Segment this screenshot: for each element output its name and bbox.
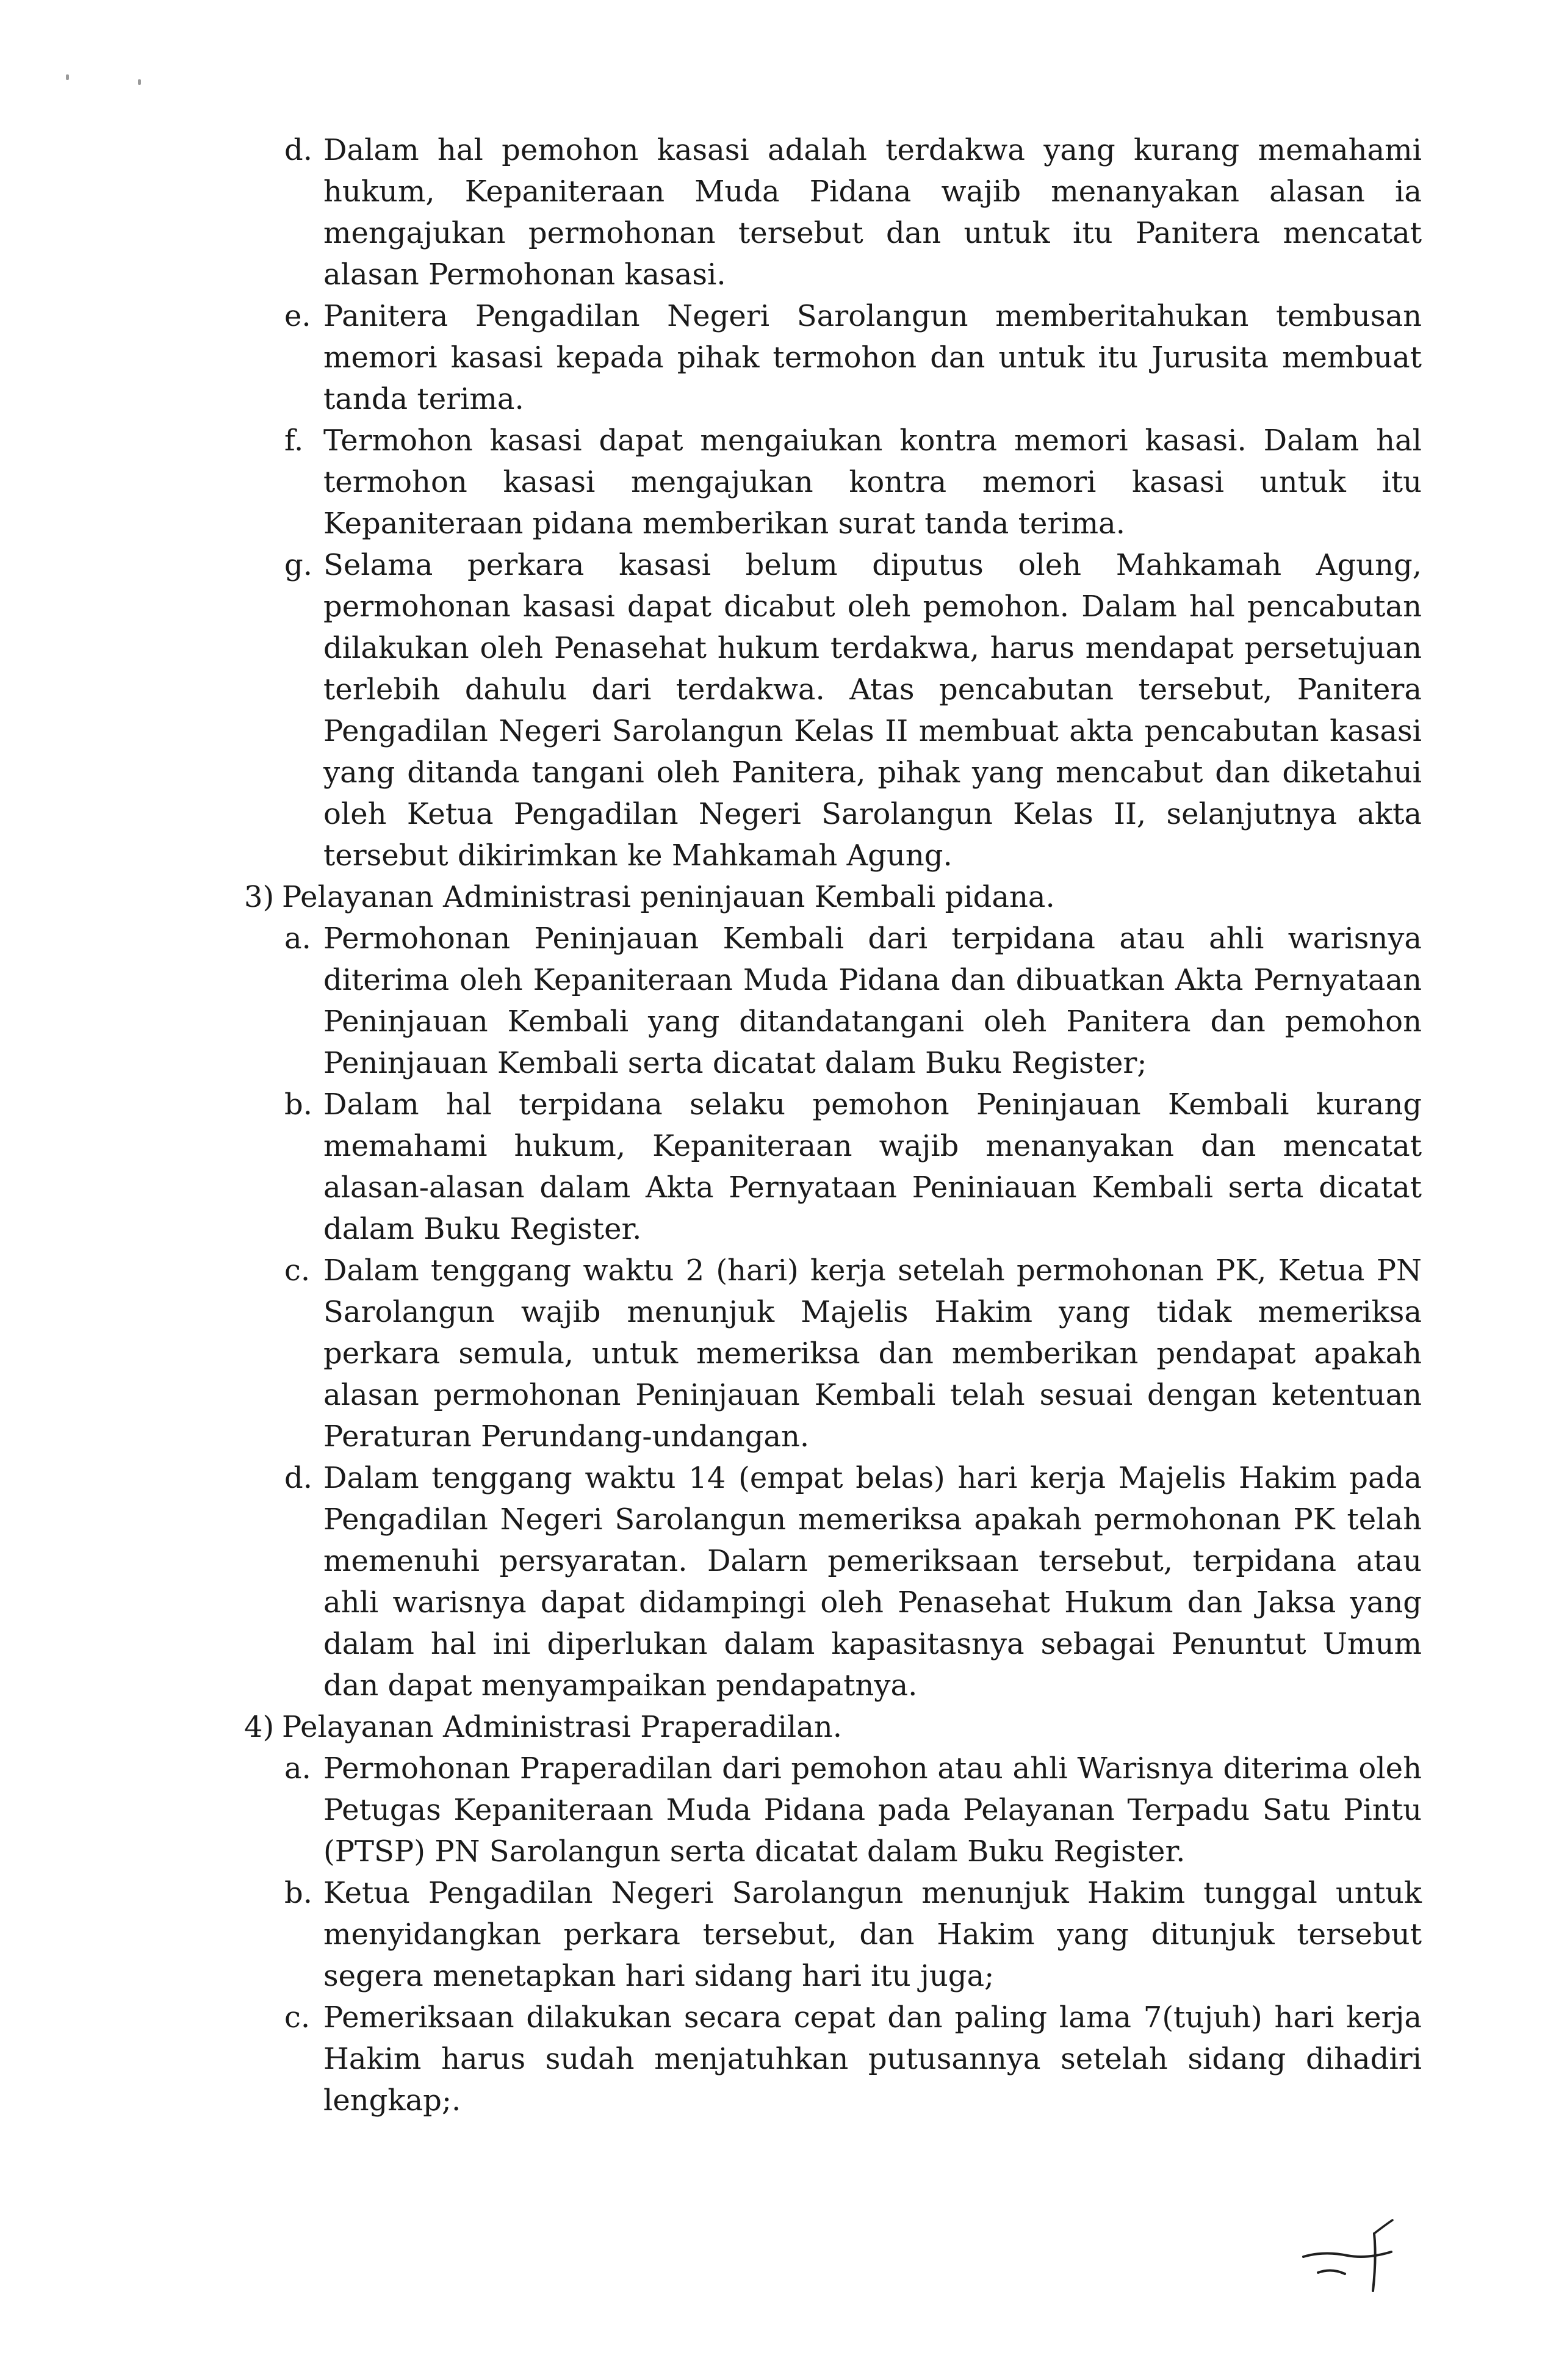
list-item — [244, 420, 1422, 544]
document-body — [244, 129, 1422, 2121]
list-item-text: Termohon kasasi dapat mengaiukan kontra memori kasasi. Dalam hal termohon kasasi mengajukan kontra memori kasasi untuk itu Kepaniteraan pidana memberikan surat tanda terima. — [323, 424, 1422, 541]
list-item-text: Dalam hal terpidana selaku pemohon Peninjauan Kembali kurang memahami hukum, Kepaniteraan wajib menanyakan dan mencatat alasan-alasan dalam Akta Pernyataan Peniniauan Kembali serta dicatat dalam Buku Register. — [323, 1087, 1422, 1246]
section-number: 4) — [244, 1710, 275, 1744]
section-title: Pelayanan Administrasi peninjauan Kembali pidana. — [282, 880, 1055, 914]
list-marker: b. — [284, 1087, 312, 1122]
list-marker: b. — [284, 1876, 312, 1910]
list-item — [244, 129, 1422, 295]
list-item-text: Pemeriksaan dilakukan secara cepat dan paling lama 7(tujuh) hari kerja Hakim harus sudah menjatuhkan putusannya setelah sidang dihadiri lengkap;. — [323, 2000, 1422, 2118]
list-item — [244, 295, 1422, 420]
list-item-text: Dalam hal pemohon kasasi adalah terdakwa yang kurang memahami hukum, Kepaniteraan Muda Pidana wajib menanyakan alasan ia mengajukan permohonan tersebut dan untuk itu Panitera mencatat alasan Permohonan kasasi. — [323, 133, 1422, 292]
list-item-text: Panitera Pengadilan Negeri Sarolangun memberitahukan tembusan memori kasasi kepada pihak termohon dan untuk itu Jurusita membuat tanda terima. — [323, 299, 1422, 416]
section-heading — [244, 1706, 1422, 1748]
section-number: 3) — [244, 880, 275, 914]
list-item — [244, 1250, 1422, 1457]
signature-icon — [1300, 2209, 1422, 2295]
list-item — [244, 544, 1422, 876]
list-marker: d. — [284, 133, 312, 167]
section-heading — [244, 876, 1422, 918]
scan-speck — [138, 79, 141, 85]
list-item-text: Permohonan Praperadilan dari pemohon atau ahli Warisnya diterima oleh Petugas Kepaniteraan Muda Pidana pada Pelayanan Terpadu Satu Pintu (PTSP) PN Sarolangun serta dicatat dalam Buku Register. — [323, 1751, 1422, 1869]
scan-speck — [66, 74, 69, 80]
list-marker: g. — [284, 548, 312, 582]
list-marker: e. — [284, 299, 311, 333]
list-item — [244, 1748, 1422, 1872]
list-item-text: Selama perkara kasasi belum diputus oleh Mahkamah Agung, permohonan kasasi dapat dicabut oleh pemohon. Dalam hal pencabutan dilakukan oleh Penasehat hukum terdakwa, harus mendapat persetujuan terlebih dahulu dari terdakwa. Atas pencabutan tersebut, Panitera Pengadilan Negeri Sarolangun Kelas II membuat akta pencabutan kasasi yang ditanda tangani oleh Panitera, pihak yang mencabut dan diketahui oleh Ketua Pengadilan Negeri Sarolangun Kelas II, selanjutnya akta tersebut dikirimkan ke Mahkamah Agung. — [323, 548, 1422, 873]
list-item — [244, 918, 1422, 1084]
list-marker: d. — [284, 1461, 312, 1495]
list-item — [244, 1872, 1422, 1997]
list-marker: a. — [284, 921, 311, 956]
list-marker: f. — [284, 424, 304, 458]
list-marker: c. — [284, 1253, 311, 1288]
list-item — [244, 1084, 1422, 1250]
list-marker: a. — [284, 1751, 311, 1786]
section-title: Pelayanan Administrasi Praperadilan. — [282, 1710, 842, 1744]
list-marker: c. — [284, 2000, 311, 2035]
list-item-text: Ketua Pengadilan Negeri Sarolangun menunjuk Hakim tunggal untuk menyidangkan perkara tersebut, dan Hakim yang ditunjuk tersebut segera menetapkan hari sidang hari itu juga; — [323, 1876, 1422, 1993]
list-item — [244, 1457, 1422, 1706]
list-item-text: Dalam tenggang waktu 14 (empat belas) hari kerja Majelis Hakim pada Pengadilan Negeri Sarolangun memeriksa apakah permohonan PK telah memenuhi persyaratan. Dalarn pemeriksaan tersebut, terpidana atau ahli warisnya dapat didampingi oleh Penasehat Hukum dan Jaksa yang dalam hal ini diperlukan dalam kapasitasnya sebagai Penuntut Umum dan dapat menyampaikan pendapatnya. — [323, 1461, 1422, 1703]
list-item-text: Dalam tenggang waktu 2 (hari) kerja setelah permohonan PK, Ketua PN Sarolangun wajib menunjuk Majelis Hakim yang tidak memeriksa perkara semula, untuk memeriksa dan memberikan pendapat apakah alasan permohonan Peninjauan Kembali telah sesuai dengan ketentuan Peraturan Perundang-undangan. — [323, 1253, 1422, 1454]
list-item — [244, 1997, 1422, 2121]
list-item-text: Permohonan Peninjauan Kembali dari terpidana atau ahli warisnya diterima oleh Kepaniteraan Muda Pidana dan dibuatkan Akta Pernyataan Peninjauan Kembali yang ditandatangani oleh Panitera dan pemohon Peninjauan Kembali serta dicatat dalam Buku Register; — [323, 921, 1422, 1080]
